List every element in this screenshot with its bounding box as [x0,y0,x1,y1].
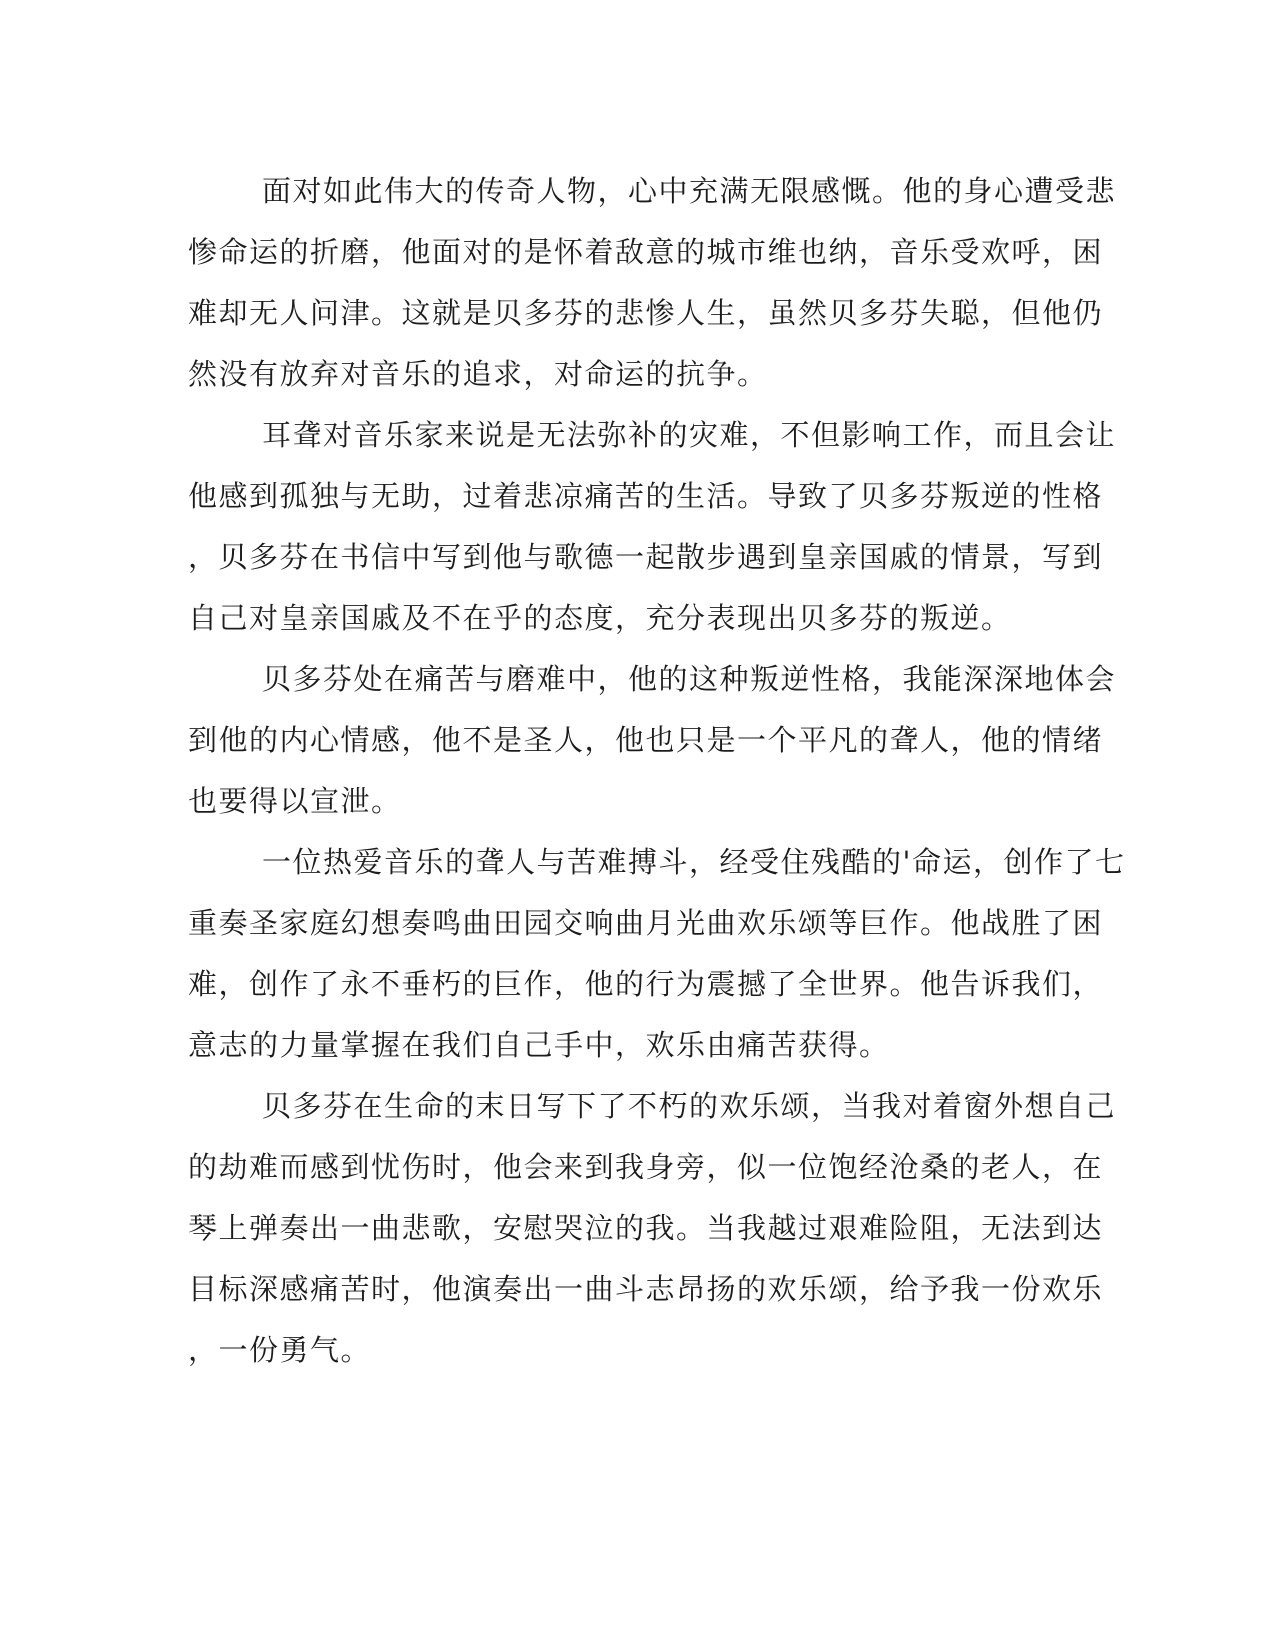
text-line: 贝多芬处在痛苦与磨难中，他的这种叛逆性格，我能深深地体会 [262,662,1117,696]
text-line: 然没有放弃对音乐的追求，对命运的抗争。 [188,357,768,391]
text-line: 重奏圣家庭幻想奏鸣曲田园交响曲月光曲欢乐颂等巨作。他战胜了困 [188,906,1104,940]
text-line: 琴上弹奏出一曲悲歌，安慰哭泣的我。当我越过艰难险阻，无法到达 [188,1211,1104,1245]
text-line: 目标深感痛苦时，他演奏出一曲斗志昂扬的欢乐颂，给予我一份欢乐 [188,1272,1104,1306]
paragraph-3 [188,649,1117,832]
text-line: 他感到孤独与无助，过着悲凉痛苦的生活。导致了贝多芬叛逆的性格 [188,479,1104,513]
text-line: 自己对皇亲国戚及不在乎的态度，充分表现出贝多芬的叛逆。 [188,601,1012,635]
text-line: ，贝多芬在书信中写到他与歌德一起散步遇到皇亲国戚的情景，写到 [188,540,1104,574]
text-line: 意志的力量掌握在我们自己手中，欢乐由痛苦获得。 [188,1028,890,1062]
document-body [188,161,1126,1381]
text-line: 耳聋对音乐家来说是无法弥补的灾难，不但影响工作，而且会让 [262,418,1117,452]
paragraph-5 [188,1076,1117,1381]
text-line: 面对如此伟大的传奇人物，心中充满无限感慨。他的身心遭受悲 [262,174,1117,208]
paragraph-4 [188,832,1126,1076]
text-line: 难，创作了永不垂朽的巨作，他的行为震撼了全世界。他告诉我们， [188,967,1104,1001]
text-line: 难却无人问津。这就是贝多芬的悲惨人生，虽然贝多芬失聪，但他仍 [188,296,1104,330]
text-line: 惨命运的折磨，他面对的是怀着敌意的城市维也纳，音乐受欢呼，困 [188,235,1104,269]
paragraph-1 [188,161,1117,405]
text-line: 到他的内心情感，他不是圣人，他也只是一个平凡的聋人，他的情绪 [188,723,1104,757]
text-line: 的劫难而感到忧伤时，他会来到我身旁，似一位饱经沧桑的老人，在 [188,1150,1104,1184]
paragraph-2 [188,405,1117,649]
text-line: 一位热爱音乐的聋人与苦难搏斗，经受住残酷的'命运，创作了七 [262,845,1126,879]
text-line: ，一份勇气。 [188,1333,372,1367]
text-line: 贝多芬在生命的末日写下了不朽的欢乐颂，当我对着窗外想自己 [262,1089,1117,1123]
text-line: 也要得以宣泄。 [188,784,402,818]
